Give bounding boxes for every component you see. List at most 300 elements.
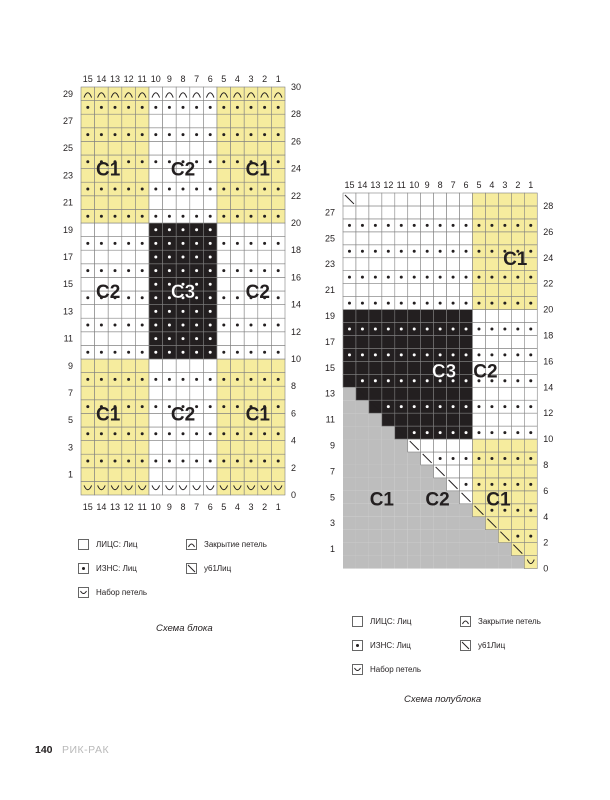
stitch-cell [460,284,473,297]
purl-symbol [426,276,429,279]
purl-symbol [477,405,480,408]
purl-symbol [465,431,468,434]
purl-symbol [465,457,468,460]
no-stitch-cell [485,530,498,543]
no-stitch-cell [473,543,486,556]
column-number: 3 [248,502,254,512]
purl-symbol [516,224,519,227]
no-stitch-cell [382,452,395,465]
stitch-cell [485,439,498,452]
purl-symbol [426,224,429,227]
purl-symbol [490,224,493,227]
stitch-cell [369,335,382,348]
stitch-cell [382,387,395,400]
stitch-cell [395,387,408,400]
stitch-cell [498,335,511,348]
no-stitch-cell [369,543,382,556]
stitch-cell [421,193,434,206]
purl-symbol [503,483,506,486]
column-number: 14 [96,74,107,84]
stitch-cell [460,465,473,478]
no-stitch-cell [369,439,382,452]
row-number: 21 [62,197,73,208]
column-number: 12 [383,180,394,190]
stitch-cell [447,310,460,323]
purl-symbol [400,276,403,279]
column-number: 7 [194,502,200,512]
column-number: 13 [109,74,121,84]
purl-symbol [374,379,377,382]
stitch-cell [524,491,537,504]
row-number: 8 [291,381,297,392]
stitch-cell [395,413,408,426]
row-number: 10 [543,434,554,445]
no-stitch-cell [434,517,447,530]
stitch-cell [524,335,537,348]
purl-symbol [348,327,351,330]
stitch-cell [356,335,369,348]
purl-symbol [439,224,442,227]
purl-symbol [529,431,532,434]
no-stitch-cell [447,530,460,543]
stitch-cell [460,258,473,271]
legend-knit-label: ЛИЦС: Лиц [370,617,412,626]
purl-symbol [529,483,532,486]
no-stitch-cell [460,556,473,569]
no-stitch-cell [356,517,369,530]
purl-symbol [439,302,442,305]
no-stitch-cell [473,530,486,543]
no-stitch-cell [382,465,395,478]
no-stitch-cell [408,517,421,530]
purl-symbol [452,353,455,356]
legend-bind-off [460,616,541,627]
purl-symbol [465,353,468,356]
purl-symbol [529,509,532,512]
stitch-cell [511,232,524,245]
stitch-cell [524,439,537,452]
purl-symbol [387,302,390,305]
decrease-symbol-icon [460,640,471,651]
purl-symbol [413,327,416,330]
purl-symbol-icon [78,563,89,574]
purl-symbol [529,327,532,330]
stitch-cell [382,193,395,206]
no-stitch-cell [343,517,356,530]
purl-symbol [516,483,519,486]
purl-symbol [452,276,455,279]
row-number: 23 [324,259,335,270]
purl-symbol [439,276,442,279]
row-number: 28 [543,200,554,211]
purl-symbol [503,405,506,408]
no-stitch-cell [356,439,369,452]
row-number: 10 [291,354,302,364]
purl-symbol [503,302,506,305]
no-stitch-cell [498,556,511,569]
column-number: 3 [248,74,254,84]
zone-label: C1 [245,404,270,426]
stitch-cell [524,465,537,478]
row-number: 24 [291,163,302,174]
purl-symbol [516,302,519,305]
running-title: РИК-РАК [62,744,110,756]
no-stitch-cell [408,465,421,478]
stitch-cell [473,232,486,245]
row-number: 17 [62,252,73,262]
stitch-cell [421,284,434,297]
column-number: 4 [234,74,240,84]
no-stitch-cell [395,439,408,452]
no-stitch-cell [356,491,369,504]
purl-symbol [400,353,403,356]
zone-label: C3 [431,361,457,383]
stitch-cell [434,193,447,206]
no-stitch-cell [356,504,369,517]
purl-symbol [452,250,455,253]
purl-symbol [374,327,377,330]
stitch-cell [356,284,369,297]
zone-label: C1 [96,159,121,181]
legend-cast-on-label: Набор петель [370,665,422,674]
row-number: 4 [291,435,297,446]
legend-decrease [186,563,231,574]
purl-symbol [361,379,364,382]
purl-symbol [490,457,493,460]
purl-symbol [387,405,390,408]
stitch-cell [447,413,460,426]
no-stitch-cell [498,543,511,556]
stitch-cell [447,232,460,245]
stitch-cell [524,310,537,323]
stitch-cell [524,413,537,426]
stitch-cell [421,310,434,323]
zone-label: C1 [369,489,394,511]
purl-symbol [503,353,506,356]
purl-symbol [516,276,519,279]
stitch-cell [408,413,421,426]
stitch-cell [498,206,511,219]
no-stitch-cell [382,426,395,439]
stitch-cell [485,206,498,219]
row-number: 4 [543,511,549,522]
column-number: 10 [409,180,420,190]
stitch-cell [408,387,421,400]
column-number: 13 [109,502,121,512]
no-stitch-cell [395,491,408,504]
stitch-cell [447,258,460,271]
purl-symbol [361,224,364,227]
purl-symbol [529,405,532,408]
stitch-cell [511,206,524,219]
row-number: 18 [291,245,302,256]
purl-symbol [490,302,493,305]
stitch-cell [473,335,486,348]
purl-symbol [529,457,532,460]
column-number: 6 [207,502,213,512]
no-stitch-cell [421,465,434,478]
column-number: 7 [194,74,200,84]
no-stitch-cell [421,556,434,569]
stitch-cell [460,361,473,374]
no-stitch-cell [343,426,356,439]
column-number: 1 [275,502,281,512]
no-stitch-cell [343,543,356,556]
row-number: 18 [543,330,554,341]
column-number: 14 [96,502,107,512]
purl-symbol [477,224,480,227]
row-number: 13 [62,306,73,317]
stitch-cell [408,193,421,206]
no-stitch-cell [473,517,486,530]
row-number: 27 [324,207,335,218]
purl-symbol [490,327,493,330]
stitch-cell [382,310,395,323]
stitch-cell [421,439,434,452]
stitch-cell [485,258,498,271]
purl-symbol [387,276,390,279]
purl-symbol [452,327,455,330]
stitch-cell [460,193,473,206]
stitch-cell [473,387,486,400]
no-stitch-cell [421,543,434,556]
row-number: 20 [291,218,302,228]
column-number: 2 [262,502,268,512]
stitch-cell [434,439,447,452]
row-number: 30 [291,82,302,92]
purl-symbol [477,431,480,434]
stitch-cell [447,439,460,452]
purl-symbol [490,431,493,434]
column-number: 3 [502,180,508,190]
no-stitch-cell [408,504,421,517]
stitch-cell [434,413,447,426]
purl-symbol [529,302,532,305]
stitch-cell [382,335,395,348]
stitch-cell [498,193,511,206]
purl-symbol [529,353,532,356]
row-number: 23 [62,170,73,181]
no-stitch-cell [343,504,356,517]
stitch-cell [473,284,486,297]
stitch-cell [524,517,537,530]
purl-symbol [348,353,351,356]
stitch-cell [343,258,356,271]
no-stitch-cell [369,413,382,426]
purl-symbol [387,353,390,356]
purl-symbol [439,431,442,434]
no-stitch-cell [343,478,356,491]
no-stitch-cell [343,439,356,452]
stitch-cell [473,491,486,504]
purl-symbol [439,405,442,408]
purl-symbol [465,483,468,486]
stitch-cell [447,387,460,400]
purl-symbol [490,483,493,486]
legend-bind-off-label: Закрытие петель [478,617,541,626]
stitch-cell [485,413,498,426]
purl-symbol [400,405,403,408]
no-stitch-cell [343,413,356,426]
row-number: 17 [324,336,335,347]
stitch-cell [343,310,356,323]
stitch-cell [447,335,460,348]
stitch-cell [460,232,473,245]
row-number: 25 [324,233,335,244]
stitch-cell [524,193,537,206]
stitch-cell [473,465,486,478]
purl-symbol [426,302,429,305]
purl-symbol [361,250,364,253]
no-stitch-cell [343,491,356,504]
no-stitch-cell [447,517,460,530]
row-number: 5 [329,492,335,503]
stitch-cell [524,543,537,556]
column-number: 12 [123,74,134,84]
cast-on-symbol-icon [352,664,363,675]
purl-symbol [439,327,442,330]
stitch-cell [369,387,382,400]
no-stitch-cell [395,504,408,517]
row-number: 1 [329,544,335,555]
row-number: 3 [329,518,335,529]
row-number: 12 [291,326,302,337]
stitch-cell [524,284,537,297]
bind-off-symbol-icon [460,616,471,627]
purl-symbol [503,379,506,382]
stitch-cell [343,232,356,245]
stitch-cell [524,556,537,569]
no-stitch-cell [473,556,486,569]
purl-symbol [465,327,468,330]
purl-symbol [361,327,364,330]
no-stitch-cell [382,439,395,452]
stitch-cell [460,439,473,452]
stitch-cell [473,439,486,452]
no-stitch-cell [382,530,395,543]
row-number: 14 [291,299,302,310]
stitch-cell [473,206,486,219]
zone-label: C2 [473,361,498,383]
purl-symbol [361,276,364,279]
stitch-cell [511,413,524,426]
purl-symbol [413,250,416,253]
no-stitch-cell [369,465,382,478]
purl-symbol [348,302,351,305]
purl-symbol [439,457,442,460]
legend-purl-label: ИЗНС: Лиц [96,564,137,573]
stitch-cell [473,413,486,426]
block-caption: Схема блока [156,623,213,634]
purl-symbol [465,224,468,227]
row-number: 11 [63,333,73,344]
zone-label: C2 [170,404,196,426]
column-number: 9 [424,180,430,190]
row-number: 15 [324,362,335,373]
row-number: 8 [543,459,549,470]
purl-symbol [477,353,480,356]
column-number: 11 [396,180,406,190]
purl-symbol [452,405,455,408]
row-number: 2 [291,462,297,473]
no-stitch-cell [421,530,434,543]
column-number: 8 [180,502,186,512]
purl-symbol [413,431,416,434]
column-number: 12 [123,502,134,512]
stitch-cell [421,232,434,245]
no-stitch-cell [485,543,498,556]
purl-symbol [400,302,403,305]
purl-symbol [490,405,493,408]
no-stitch-cell [356,478,369,491]
column-number: 2 [262,74,268,84]
stitch-cell [434,310,447,323]
stitch-cell [343,361,356,374]
row-number: 19 [324,311,335,322]
stitch-cell [408,361,421,374]
zone-label: C1 [96,404,121,426]
purl-symbol [477,276,480,279]
legend-purl [78,563,137,574]
row-number: 22 [543,278,554,289]
purl-symbol [477,483,480,486]
row-number: 9 [329,440,335,451]
stitch-cell [382,361,395,374]
purl-symbol [400,224,403,227]
stitch-cell [434,335,447,348]
stitch-cell [498,439,511,452]
purl-symbol [426,327,429,330]
cast-on-symbol-icon [78,587,89,598]
no-stitch-cell [369,517,382,530]
purl-symbol [529,250,532,253]
no-stitch-cell [343,452,356,465]
knit-symbol-icon [78,539,89,550]
stitch-cell [421,206,434,219]
row-number: 24 [543,252,554,263]
zone-label: C2 [170,159,196,181]
purl-symbol [465,405,468,408]
column-number: 7 [450,180,456,190]
purl-symbol [374,276,377,279]
purl-symbol [516,353,519,356]
purl-symbol [516,509,519,512]
column-number: 6 [463,180,469,190]
row-number: 3 [67,442,73,453]
purl-symbol [465,250,468,253]
stitch-cell [369,361,382,374]
stitch-cell [511,335,524,348]
purl-symbol [387,327,390,330]
purl-symbol [348,250,351,253]
purl-symbol [413,302,416,305]
purl-symbol [477,327,480,330]
stitch-cell [498,232,511,245]
stitch-cell [498,413,511,426]
row-number: 11 [325,414,335,425]
row-number: 14 [543,382,554,393]
stitch-cell [382,232,395,245]
column-number: 8 [437,180,443,190]
bind-off-symbol-icon [186,539,197,550]
purl-symbol [465,302,468,305]
row-number: 0 [543,563,549,574]
column-number: 6 [207,74,213,84]
purl-symbol [529,535,532,538]
stitch-cell [511,193,524,206]
stitch-cell [369,206,382,219]
stitch-cell [369,232,382,245]
